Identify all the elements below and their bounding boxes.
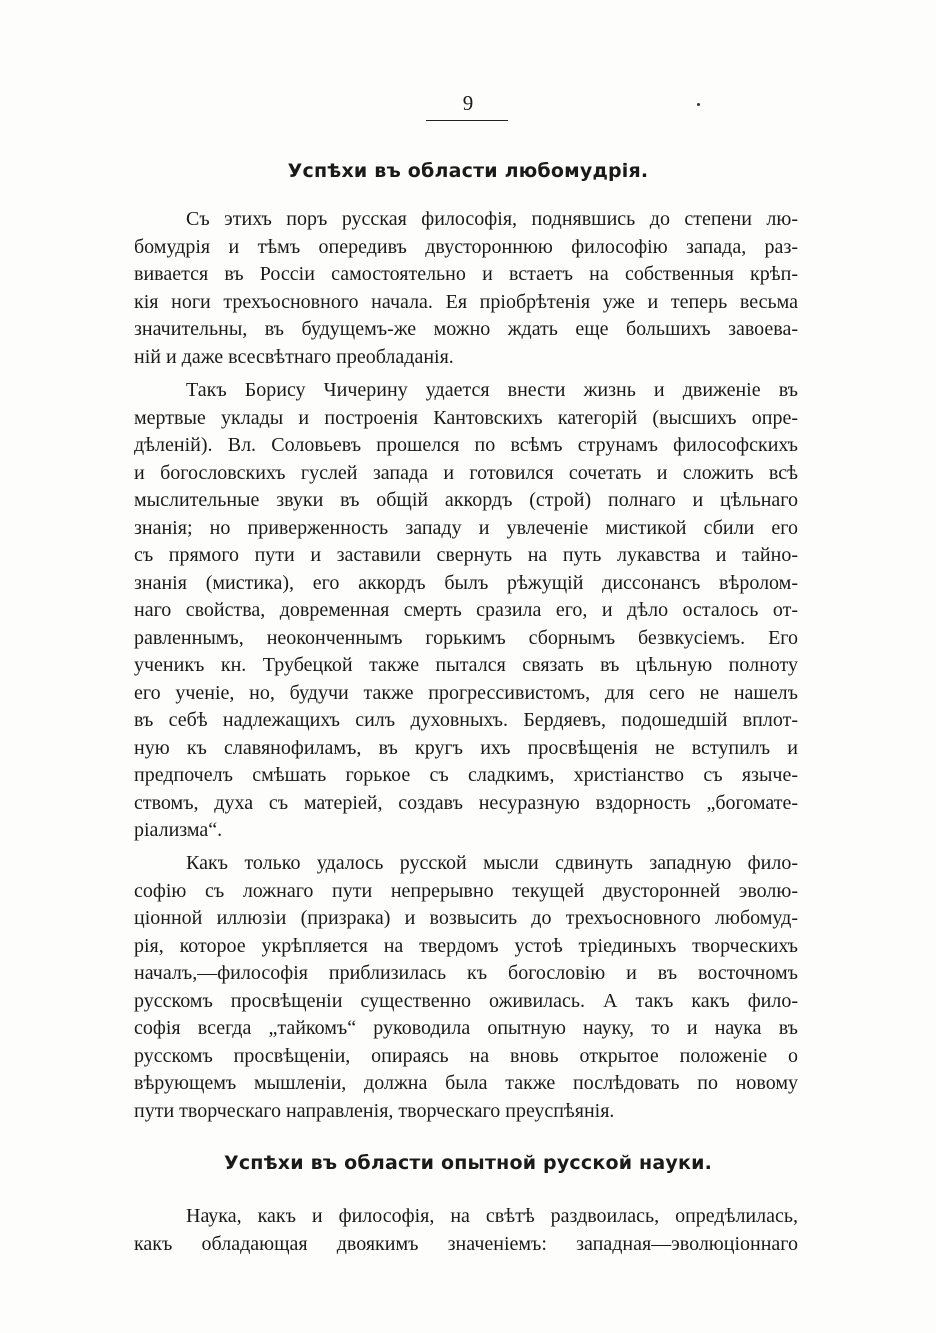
section-heading-philosophy: Успѣхи въ области любомудрія. bbox=[287, 160, 649, 182]
text-line: вивается въ Россіи самостоятельно и встаетъ на собственныя крѣп- bbox=[134, 263, 798, 285]
text-line: Такъ Борису Чичерину удается внести жизнь и движеніе въ bbox=[186, 379, 798, 401]
text-line: Съ этихъ поръ русская философія, поднявшись до степени лю- bbox=[186, 208, 798, 230]
paragraph-2 bbox=[134, 377, 798, 845]
text-line: вѣрующемъ мышленіи, должна была также послѣдовать по новому bbox=[134, 1072, 798, 1094]
section-heading-science: Успѣхи въ области опытной русской науки. bbox=[223, 1152, 712, 1174]
text-line: наго свойства, довременная смерть сразила его, и дѣло осталось от- bbox=[134, 599, 798, 621]
text-line: значительны, въ будущемъ-же можно ждать еще большихъ завоева- bbox=[134, 318, 798, 340]
text-line: софія всегда „тайкомъ“ руководила опытную науку, то и наука въ bbox=[134, 1017, 798, 1039]
text-line: въ себѣ надлежащихъ силъ духовныхъ. Бердяевъ, подошедшій вплот- bbox=[134, 709, 798, 731]
paragraph-4 bbox=[134, 1203, 798, 1258]
text-line: ріализма“. bbox=[134, 819, 223, 841]
text-line: съ прямого пути и заставили свернуть на путь лукавства и тайно- bbox=[134, 544, 798, 566]
text-line: бомудрія и тѣмъ опередивъ двустороннюю философію запада, раз- bbox=[134, 235, 798, 258]
text-line: Наука, какъ и философія, на свѣтѣ раздвоилась, опредѣлилась, bbox=[186, 1205, 798, 1227]
text-line: русскомъ просвѣщеніи, опираясь на вновь открытое положеніе о bbox=[134, 1044, 798, 1067]
paragraph-1 bbox=[134, 206, 798, 371]
text-line: ученикъ кн. Трубецкой также пытался связать въ цѣльную полноту bbox=[134, 654, 798, 676]
text-line: предпочелъ смѣшать горькое съ сладкимъ, христіанство съ языче- bbox=[134, 764, 798, 786]
paragraph-3 bbox=[134, 850, 798, 1125]
print-speck bbox=[697, 103, 700, 106]
page-number: 9 bbox=[462, 91, 474, 115]
text-line: ній и даже всесвѣтнаго преобладанія. bbox=[134, 345, 454, 368]
text-line: началъ,—философія приблизилась къ богословію и въ восточномъ bbox=[134, 962, 798, 984]
text-line: рія, которое укрѣпляется на твердомъ устоѣ тріединыхъ творческихъ bbox=[134, 934, 798, 957]
text-line: дѣленій). Вл. Соловьевъ прошелся по всѣмъ струнамъ философскихъ bbox=[134, 434, 798, 456]
text-line: Какъ только удалось русской мысли сдвинуть западную фило- bbox=[186, 852, 798, 874]
text-line: русскомъ просвѣщеніи существенно оживилась. А такъ какъ фило- bbox=[134, 989, 798, 1012]
text-line: и богословскихъ гуслей запада и готовился сочетать и сложить всѣ bbox=[134, 461, 798, 484]
text-line: знанія (мистика), его аккордъ былъ рѣжущій диссонансъ вѣролом- bbox=[134, 571, 798, 594]
text-line: мыслительные звуки въ общій аккордъ (строй) полнаго и цѣльнаго bbox=[134, 489, 798, 511]
text-line: ціонной иллюзіи (призрака) и возвысить до трехъосновного любомуд- bbox=[134, 907, 798, 929]
text-line: какъ обладающая двоякимъ значеніемъ: западная—эволюціоннаго bbox=[134, 1232, 798, 1255]
text-line: равленнымъ, неоконченнымъ горькимъ сборнымъ безвкусіемъ. Его bbox=[134, 626, 798, 649]
text-line: кія ноги трехъосновного начала. Ея пріобрѣтенія уже и теперь весьма bbox=[134, 290, 798, 313]
text-line: ную къ славянофиламъ, въ кругъ ихъ просвѣщенія не вступилъ и bbox=[134, 736, 798, 759]
text-line: его ученіе, но, будучи также прогрессивистомъ, для сего не нашелъ bbox=[134, 681, 798, 704]
text-line: пути творческаго направленія, творческаго преуспѣянія. bbox=[134, 1099, 615, 1122]
page-number-rule bbox=[426, 120, 508, 121]
text-line: знанія; но приверженность западу и увлеченіе мистикой сбили его bbox=[134, 516, 798, 539]
text-line: мертвые уклады и построенія Кантовскихъ категорій (высшихъ опре- bbox=[134, 406, 798, 429]
text-line: софію съ ложнаго пути непрерывно текущей двусторонней эволю- bbox=[134, 879, 798, 902]
text-line: ствомъ, духа съ матеріей, создавъ несуразную вздорность „богомате- bbox=[134, 791, 798, 814]
